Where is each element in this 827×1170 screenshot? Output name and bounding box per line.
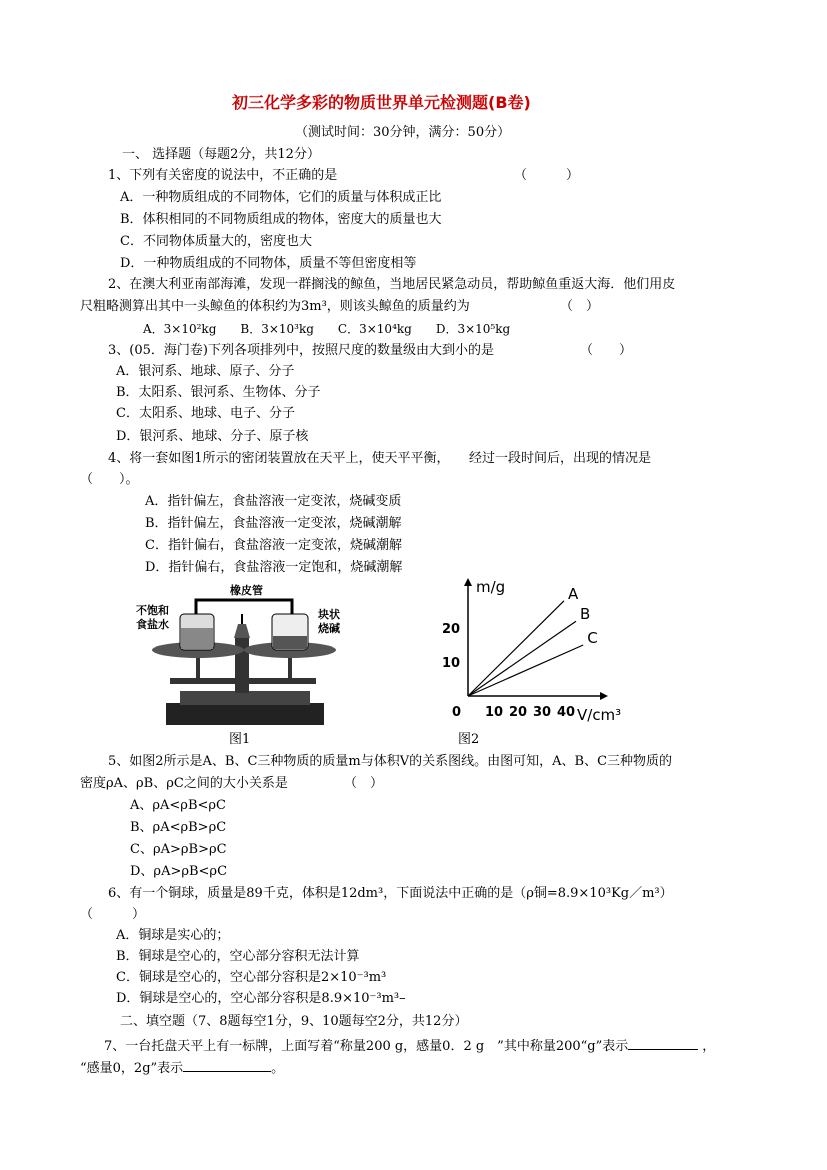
q1-answer-paren: （ ） [514,168,580,183]
chart-series-line-a [468,601,564,696]
q6-stem-line2: （ ） [80,907,146,922]
chart-x-arrow [600,692,608,700]
q6-option-b: B．铜球是空心的，空心部分容积无法计算 [116,949,360,964]
chart-x-tick-label: 30 [533,705,552,720]
q7-blank-2[interactable] [183,1057,271,1072]
section-heading-choice: 一、 选择题（每题2分，共12分） [122,147,320,162]
q3-option-d: D．银河系、地球、分子、原子核 [116,429,309,444]
q5-stem-line1: 5、如图2所示是A、B、C三种物质的质量m与体积V的关系图线。由图可知，A、B、C三种物质的 [108,754,673,769]
q3-option-c: C．太阳系、地球、电子、分子 [116,406,295,421]
q5-option-d: D、ρA>ρB<ρC [130,864,228,879]
page-subtitle: （测试时间：30分钟，满分：50分） [295,125,511,140]
q7-blank-1[interactable] [628,1035,698,1050]
figure-1-caption: 图1 [229,732,251,747]
chart-series-label-c: C [587,629,598,647]
q3-option-a: A．银河系、地球、原子、分子 [116,364,295,379]
balance-base [166,703,324,725]
label-caustic-soda-1: 块状 [318,608,340,621]
q3-answer-paren: （ ） [580,343,633,358]
q2-answer-paren: （ ） [560,299,600,314]
rubber-tube [196,600,292,614]
q6-option-c: C．铜球是空心的，空心部分容积是2×10⁻³m³ [116,970,387,985]
q4-option-d: D．指针偏右，食盐溶液一定饱和，烧碱潮解 [145,560,403,575]
chart-series-line-b [468,621,576,696]
label-salt-water-2: 食盐水 [136,618,169,631]
q5-option-a: A、ρA<ρB<ρC [130,798,226,813]
q4-option-a: A．指针偏左，食盐溶液一定变浓，烧碱变质 [145,494,402,509]
q7-text-2: “感量0，2g”表示 [80,1061,184,1076]
q6-option-d: D．铜球是空心的，空心部分容积是8.9×10⁻³m³– [116,991,406,1006]
chart-y-tick-label: 10 [442,656,461,671]
q2-stem-line2: 尺粗略测算出其中一头鲸鱼的体积约为3m³，则该头鲸鱼的质量约为 [80,299,470,314]
q3-option-b: B．太阳系、银河系、生物体、分子 [116,385,321,400]
q7-line1-end: ， [702,1039,716,1054]
q5-option-c: C、ρA>ρB>ρC [130,842,227,857]
q5-answer-paren: （ ） [344,776,384,791]
q2-options: A．3×10²kg B．3×10³kg C．3×10⁴kg D．3×10⁵kg [143,322,511,336]
q7-line2-end: 。 [271,1061,285,1076]
q1-stem: 1、下列有关密度的说法中，不正确的是 [108,168,338,183]
q6-stem-line1: 6、有一个铜球，质量是89千克，体积是12dm³，下面说法中正确的是（ρ铜=8.9×10³Kg／m³） [108,886,673,901]
q4-option-b: B．指针偏左，食盐溶液一定变浓，烧碱潮解 [145,516,402,531]
balance-beam [170,678,316,684]
chart-x-label: V/cm³ [577,706,622,724]
q2-stem-line1: 2、在澳大利亚南部海滩，发现一群搁浅的鲸鱼，当地居民紧急动员，帮助鲸鱼重返大海．他们用皮 [108,277,676,292]
salt-water [181,628,213,649]
figure-2-chart [440,574,640,724]
page-title: 初三化学多彩的物质世界单元检测题(B卷) [232,93,531,112]
q5-stem-line2: 密度ρA、ρB、ρC之间的大小关系是 [80,776,288,791]
q1-option-d: D．一种物质组成的不同物体，质量不等但密度相等 [120,256,417,271]
q4-stem-line2: （ ）。 [80,472,139,487]
q7-stem-line2 [80,1057,284,1078]
figure-2-caption: 图2 [458,732,480,747]
chart-series-label-b: B [580,605,591,624]
section-heading-fill: 二、填空题（7、8题每空1分，9、10题每空2分，共12分） [120,1014,468,1029]
q1-option-b: B．体积相同的不同物质组成的物体，密度大的质量也大 [120,212,442,227]
label-caustic-soda-2: 烧碱 [318,622,340,635]
chart-x-tick-label: 40 [557,705,576,720]
q4-stem-line1: 4、将一套如图1所示的密闭装置放在天平上，使天平平衡， 经过一段时间后，出现的情况是 [108,451,652,466]
label-salt-water-1: 不饱和 [136,604,169,617]
chart-y-arrow [464,578,472,586]
label-rubber-tube: 橡皮管 [230,584,263,597]
q7-text-1: 7、一台托盘天平上有一标牌，上面写着“称量200 g，感量0．2 g ”其中称量200“g”表示 [104,1039,629,1054]
balance-pointer-head [234,624,250,638]
chart-x-tick-label: 20 [509,705,528,720]
chart-series-label-a: A [568,584,579,603]
chart-series-line-c [468,645,583,696]
q1-option-c: C．不同物体质量大的，密度也大 [120,234,312,249]
chart-y-label: m/g [476,578,506,596]
q3-stem: 3、(05．海门卷)下列各项排列中，按照尺度的数量级由大到小的是 [108,343,494,358]
q7-stem-line1 [104,1035,715,1056]
q4-option-c: C．指针偏右，食盐溶液一定变浓，烧碱潮解 [145,538,402,553]
chart-y-tick-label: 20 [442,622,461,637]
figure-1-balance [130,578,350,728]
caustic-soda [273,636,307,649]
q1-option-a: A．一种物质组成的不同物体，它们的质量与体积成正比 [120,190,442,205]
balance-base-top [180,691,310,705]
q6-option-a: A．铜球是实心的； [116,928,230,943]
chart-x-tick-label: 10 [485,705,504,720]
chart-origin-label: 0 [452,705,462,720]
q5-option-b: B、ρA<ρB>ρC [130,820,227,835]
